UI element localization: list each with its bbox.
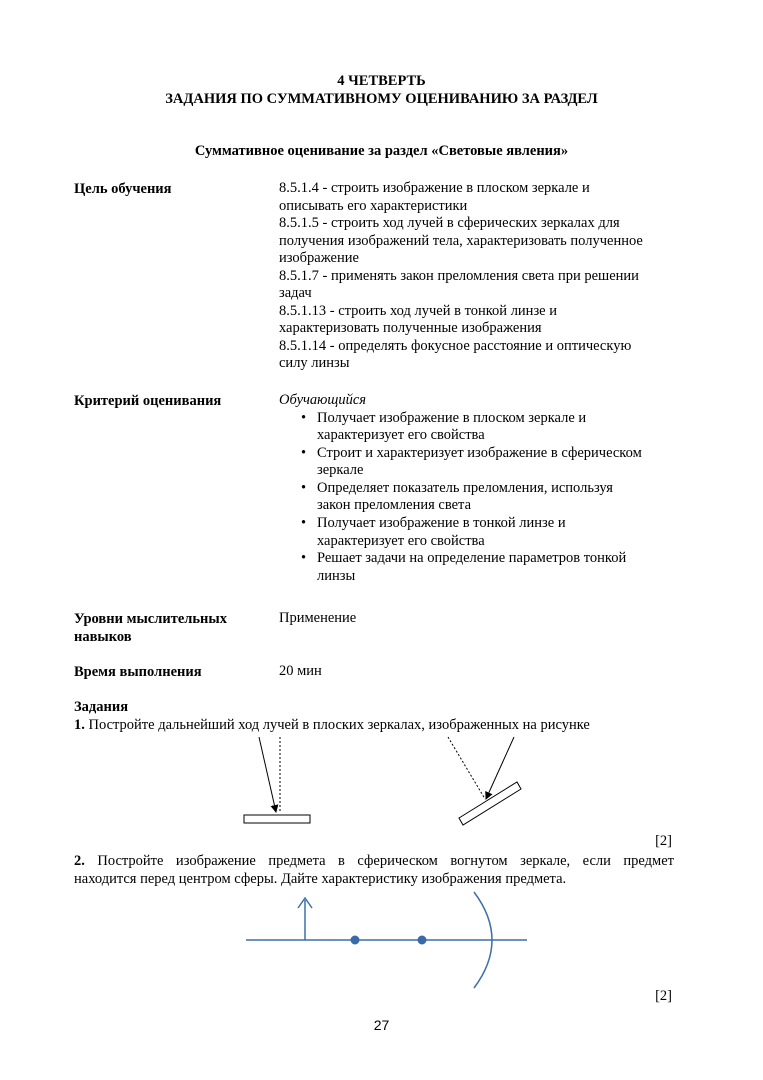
goal-line: задач <box>279 285 312 301</box>
goal-line: 8.5.1.4 - строить изображение в плоском зеркале и <box>279 180 590 196</box>
task2-marks: [2] <box>655 988 672 1004</box>
criteria-item: • Получает изображение в тонкой линзе и характеризует его свойства <box>317 515 679 550</box>
goal-line: описывать его характеристики <box>279 197 468 214</box>
criteria-item: • Определяет показатель преломления, используя закон преломления света <box>317 480 679 515</box>
criteria-lead: Обучающийся <box>279 392 367 408</box>
time-label: Время выполнения <box>74 664 202 680</box>
goal-line: получения изображений тела, характеризовать полученное <box>279 232 643 249</box>
tasks-heading: Задания <box>74 699 129 715</box>
goal-line: характеризовать полученные изображения <box>279 320 542 336</box>
task1-question: Постройте дальнейший ход лучей в плоских зеркалах, изображенных на рисунке <box>88 717 590 733</box>
section-subtitle: Суммативное оценивание за раздел «Световые явления» <box>194 143 569 159</box>
skills-label: Уровни мыслительных навыков <box>74 611 227 645</box>
goal-line: 8.5.1.13 - строить ход лучей в тонкой линзе и <box>279 302 557 319</box>
task2-number: 2. <box>74 853 85 869</box>
criteria-item: • Строит и характеризует изображение в сферическом зеркале <box>317 445 679 480</box>
task2-line1: 2. Постройте изображение предмета в сферическом вогнутом зеркале, если предмет <box>74 853 674 869</box>
quarter-heading: 4 ЧЕТВЕРТЬ <box>337 73 426 89</box>
task1-number: 1. <box>74 717 85 733</box>
criteria-item: • Получает изображение в плоском зеркале и характеризует его свойства <box>317 410 679 445</box>
task2-line2: находится перед центром сферы. Дайте характеристику изображения предмета. <box>74 871 567 887</box>
criteria-label: Критерий оценивания <box>74 393 222 409</box>
goal-line: 8.5.1.14 - определять фокусное расстояние и оптическую <box>279 337 632 354</box>
goal-line: 8.5.1.7 - применять закон преломления света при решении <box>279 267 639 284</box>
center-point <box>351 936 360 945</box>
task1-marks: [2] <box>655 833 672 849</box>
goal-line: изображение <box>279 250 359 266</box>
goal-line: силу линзы <box>279 355 350 371</box>
page-title: ЗАДАНИЯ ПО СУММАТИВНОМУ ОЦЕНИВАНИЮ ЗА РАЗДЕЛ <box>165 91 598 107</box>
page-number: 27 <box>373 1017 390 1033</box>
goal-line: 8.5.1.5 - строить ход лучей в сферических зеркалах для <box>279 215 620 231</box>
focus-point <box>418 936 427 945</box>
time-value: 20 мин <box>279 663 322 679</box>
skills-value: Применение <box>279 610 357 626</box>
criteria-item: • Решает задачи на определение параметров тонкой линзы <box>317 550 679 585</box>
goals-label: Цель обучения <box>74 181 172 197</box>
